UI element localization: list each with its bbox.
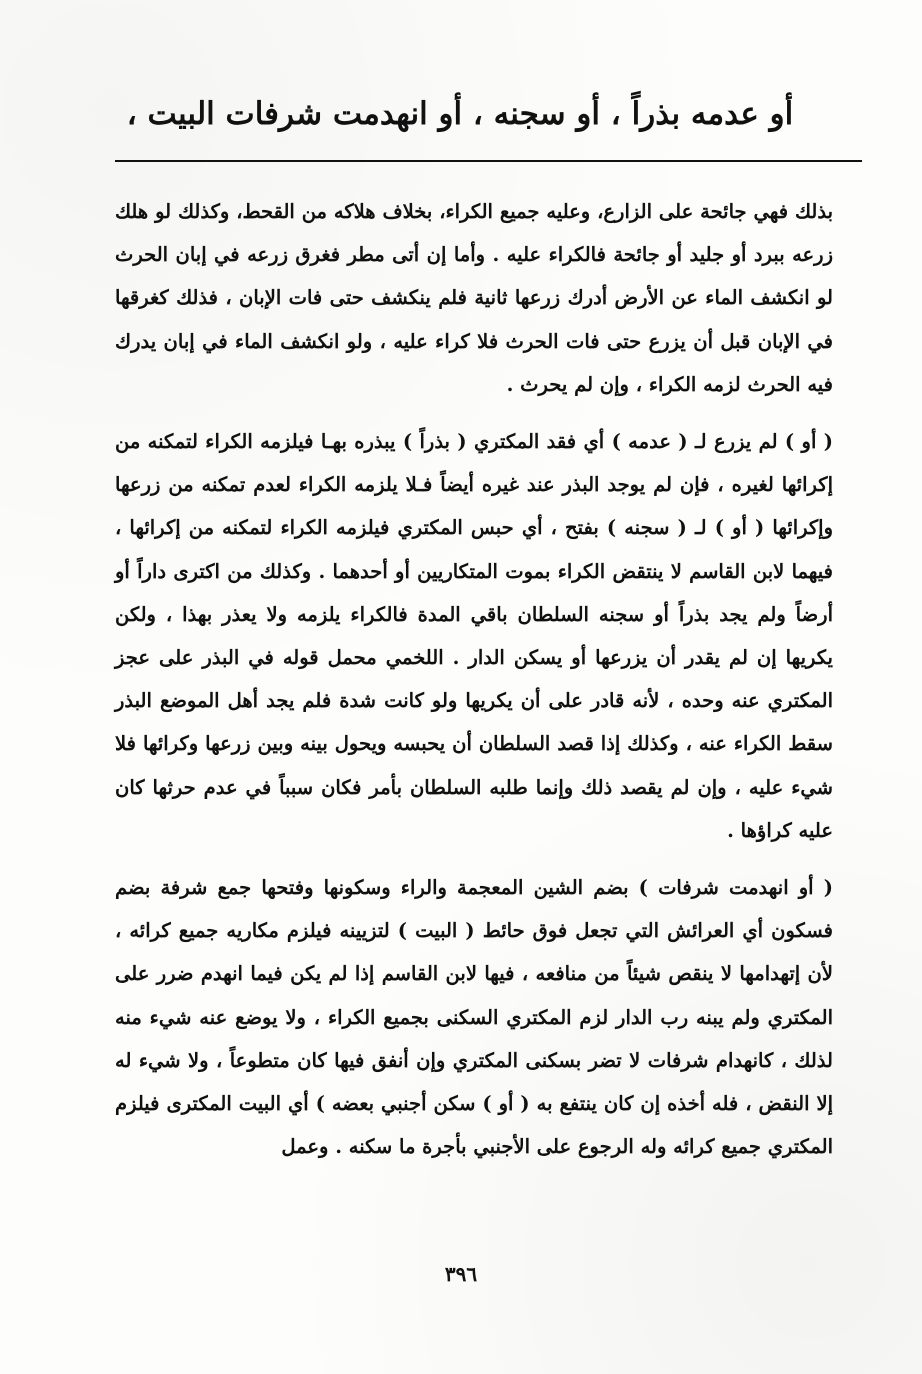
- header-divider: [115, 160, 862, 162]
- page-number: ٣٩٦: [444, 1262, 478, 1286]
- paragraph-2: ( أو ) لم يزرع لـ ( عدمه ) أي فقد المكتري ( بذراً ) يبذره بهـا فيلزمه الكراء لتمكنه من إكرائها لغيره ، فإن لم يوجد البذر عند غيره أيضاً فـلا يلزمه الكراء لعدم تمكنه من زرعها وإكرائها ( أو ) لـ ( سجنه ) بفتح ، أي حبس المكتري فيلزمه الكراء لتمكنه من إكرائها ، فيهما لابن القاسم لا ينتقض الكراء بموت المتكاريين أو أحدهما . وكذلك من اكترى داراً أو أرضاً ولم يجد بذراً أو سجنه السلطان باقي المدة فالكراء يلزمه ولا يعذر بهذا ، ولكن يكريها إن لم يقدر أن يزرعها أو يسكن الدار . اللخمي محمل قوله في البذر على عجز المكتري عنه وحده ، لأنه قادر على أن يكريها ولو كانت شدة فلم يجد أهل الموضع البذر سقط الكراء عنه ، وكذلك إذا قصد السلطان أن يحبسه ويحول بينه وبين زرعها وكرائها فلا شيء عليه ، وإن لم يقصد ذلك وإنما طلبه السلطان بأمر فكان سبباً في عدم حرثها كان عليه كراؤها .: [115, 430, 833, 842]
- body-text: [115, 190, 833, 1168]
- page-header-title: أو عدمه بذراً ، أو سجنه ، أو انهدمت شرفات البيت ،: [126, 96, 794, 132]
- paragraph-1: بذلك فهي جائحة على الزارع، وعليه جميع الكراء، بخلاف هلاكه من القحط، وكذلك لو هلك زرعه ببرد أو جليد أو جائحة فالكراء عليه . وأما إن أتى مطر فغرق زرعه في إبان الحرث لو انكشف الماء عن الأرض أدرك زرعها ثانية فلم ينكشف حتى فات الإبان ، فذلك كغرقها في الإبان قبل أن يزرع حتى فات الحرث فلا كراء عليه ، ولو انكشف الماء في إبان يدرك فيه الحرث لزمه الكراء ، وإن لم يحرث .: [115, 200, 833, 396]
- paragraph-3: ( أو انهدمت شرفات ) بضم الشين المعجمة والراء وسكونها وفتحها جمع شرفة بضم فسكون أي العرائش التي تجعل فوق حائط ( البيت ) لتزيينه فيلزم مكاريه جميع كرائه ، لأن إتهدامها لا ينقص شيئاً من منافعه ، فيها لابن القاسم إذا لم يكن فيما انهدم ضرر على المكتري ولم يبنه رب الدار لزم المكتري السكنى بجميع الكراء ، ولا يوضع عنه شيء منه لذلك ، كانهدام شرفات لا تضر بسكنى المكتري وإن أنفق فيها كان متطوعاً ، ولا شيء له إلا النقض ، فله أخذه إن كان ينتفع به ( أو ) سكن أجنبي بعضه ) أي البيت المكترى فيلزم المكتري جميع كرائه وله الرجوع على الأجنبي بأجرة ما سكنه . وعمل: [115, 876, 833, 1159]
